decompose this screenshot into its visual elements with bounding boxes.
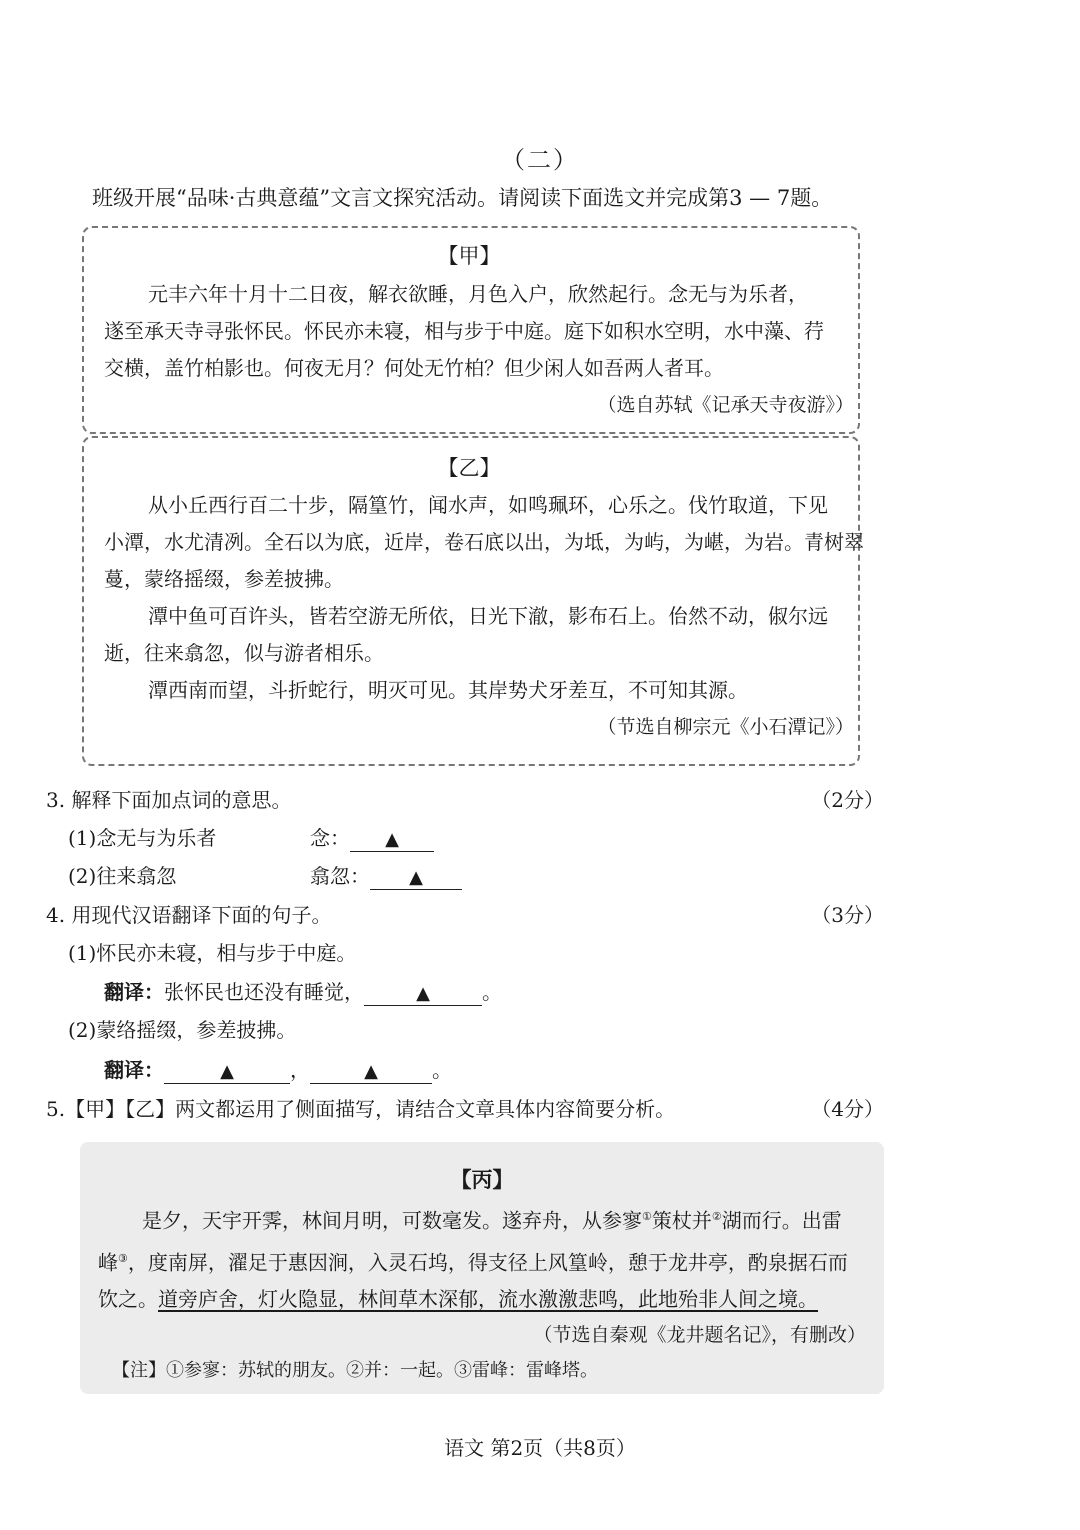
passage-line: 潭中鱼可百许头，皆若空游无所依，日光下澈，影布石上。佁然不动，俶尔远 [148, 604, 828, 628]
passage-line: 遂至承天寺寻张怀民。怀民亦未寝，相与步于中庭。庭下如积水空明，水中藻、荇 [104, 319, 824, 343]
sentence-end: 。 [482, 980, 502, 1004]
passage-line: 是夕，天宇开霁，林间月明，可数毫发。遂弃舟，从参寥①策杖并②湖而行。出雷 [142, 1208, 842, 1233]
answer-blank[interactable]: ▲ [310, 1061, 432, 1084]
comma: ， [290, 1058, 310, 1082]
q3-item-2-label: (2)往来翕忽 [68, 864, 177, 888]
question-4-score: （3分） [811, 903, 884, 927]
passage-line: 逝，往来翕忽，似与游者相乐。 [104, 641, 384, 665]
underlined-sentence: 道旁庐舍，灯火隐显，林间草木深郁，流水激激悲鸣，此地殆非人间之境。 [158, 1287, 818, 1312]
passage-line: 峰③，度南屏，濯足于惠因涧，入灵石坞，得支径上风篁岭，憩于龙井亭，酌泉据石而 [98, 1250, 848, 1275]
q3-item-1-answer [310, 822, 434, 852]
answer-blank[interactable]: ▲ [370, 867, 462, 890]
passage-line: 交横，盖竹柏影也。何夜无月？何处无竹柏？但少闲人如吾两人者耳。 [104, 356, 724, 380]
q3-item-1-word: 念： [310, 826, 350, 850]
passage-line: 蔓，蒙络摇缀，参差披拂。 [104, 567, 344, 591]
passage-bing-title: 【丙】 [450, 1167, 514, 1192]
q3-item-2-answer [310, 860, 462, 890]
passage-bing-text [98, 1198, 878, 1318]
translation-label: 翻译： [104, 1058, 164, 1082]
translation-label: 翻译： [104, 980, 164, 1004]
answer-blank[interactable]: ▲ [350, 829, 434, 852]
question-5: 5.【甲】【乙】两文都运用了侧面描写，请结合文章具体内容简要分析。 [46, 1097, 676, 1121]
passage-bing-source: （节选自秦观《龙井题名记》，有删改） [533, 1324, 866, 1346]
q3-item-1-label: (1)念无与为乐者 [68, 826, 217, 850]
passage-yi-title: 【乙】 [437, 456, 501, 480]
passage-jia-source: （选自苏轼《记承天寺夜游》） [597, 394, 854, 416]
translation-prefix: 张怀民也还没有睡觉， [164, 980, 364, 1004]
question-5-score: （4分） [811, 1097, 884, 1121]
passage-jia-text [104, 276, 844, 387]
passage-jia-title: 【甲】 [437, 244, 501, 268]
passage-line: 从小丘西行百二十步，隔篁竹，闻水声，如鸣珮环，心乐之。伐竹取道，下见 [148, 493, 828, 517]
q4-item-2: (2)蒙络摇缀，参差披拂。 [68, 1018, 297, 1042]
section-title: （二） [501, 146, 579, 174]
passage-yi-source: （节选自柳宗元《小石潭记》） [597, 716, 854, 738]
passage-line: 元丰六年十月十二日夜，解衣欲睡，月色入户，欣然起行。念无与为乐者， [148, 282, 808, 306]
answer-blank[interactable]: ▲ [164, 1061, 290, 1084]
passage-line: 潭西南而望，斗折蛇行，明灭可见。其岸势犬牙差互，不可知其源。 [148, 678, 748, 702]
question-4: 4. 用现代汉语翻译下面的句子。 [46, 903, 332, 927]
passage-yi-text [104, 487, 864, 709]
q4-item-1: (1)怀民亦未寝，相与步于中庭。 [68, 941, 357, 965]
page-footer: 语文 第2页（共8页） [444, 1436, 636, 1460]
sentence-end: 。 [432, 1058, 452, 1082]
answer-blank[interactable]: ▲ [364, 983, 482, 1006]
passage-line: 饮之。道旁庐舍，灯火隐显，林间草木深郁，流水激激悲鸣，此地殆非人间之境。 [98, 1287, 818, 1312]
q3-item-2-word: 翕忽： [310, 864, 370, 888]
q4-translation-1 [104, 976, 502, 1006]
question-3: 3. 解释下面加点词的意思。 [46, 788, 292, 812]
q4-translation-2 [104, 1054, 452, 1084]
question-3-score: （2分） [811, 788, 884, 812]
intro-text: 班级开展“品味·古典意蕴”文言文探究活动。请阅读下面选文并完成第3 — 7题。 [92, 186, 833, 210]
passage-line: 小潭，水尤清冽。全石以为底，近岸，卷石底以出，为坻，为屿，为嵁，为岩。青树翠 [104, 530, 864, 554]
passage-bing-note: 【注】①参寥：苏轼的朋友。②并：一起。③雷峰：雷峰塔。 [112, 1360, 598, 1381]
